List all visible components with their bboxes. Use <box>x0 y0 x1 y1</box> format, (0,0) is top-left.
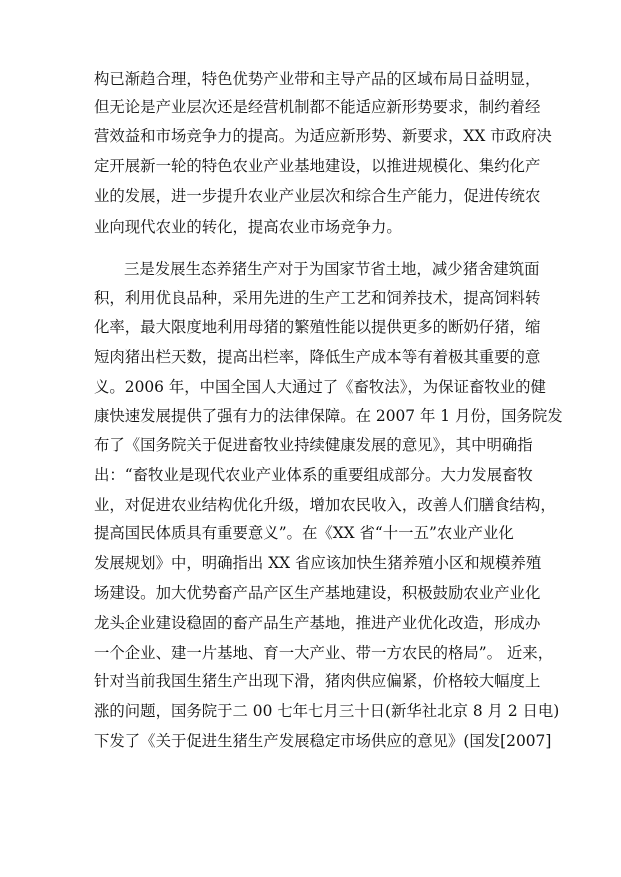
text-line: 业向现代农业的转化，提高农业市场竞争力。 <box>94 218 402 236</box>
text-line: 针对当前我国生猪生产出现下滑，猪肉供应偏紧，价格较大幅度上 <box>94 672 541 690</box>
text-line: 但无论是产业层次还是经营机制都不能适应新形势要求，制约着经 <box>94 98 541 116</box>
text-line: 康快速发展提供了强有力的法律保障。在 2007 年 1 月份，国务院发 <box>94 407 563 425</box>
text-line: 涨的问题，国务院于二 00 七年七月三十日(新华社北京 8 月 2 日电) <box>94 702 560 720</box>
text-line: 一个企业、建一片基地、育一大产业、带一方农民的格局”。 近来， <box>94 644 554 662</box>
text-line: 场建设。加大优势畜产品产区生产基地建设，积极鼓励农业产业化 <box>94 584 541 602</box>
text-line: 出：“畜牧业是现代农业产业体系的重要组成部分。大力发展畜牧 <box>94 466 533 484</box>
paragraph-first-line: 三是发展生态养猪生产对于为国家节省土地，减少猪舍建筑面 <box>124 260 540 278</box>
text-line: 积，利用优良品种，采用先进的生产工艺和饲养技术，提高饲料转 <box>94 289 541 307</box>
text-line: 化率，最大限度地利用母猪的繁殖性能以提供更多的断奶仔猪，缩 <box>94 318 541 336</box>
text-line: 营效益和市场竞争力的提高。为适应新形势、新要求，XX 市政府决 <box>94 127 552 145</box>
text-line: 定开展新一轮的特色农业产业基地建设，以推进规模化、集约化产 <box>94 157 541 175</box>
text-line: 龙头企业建设稳固的畜产品生产基地，推进产业优化改造，形成办 <box>94 614 541 632</box>
text-line: 短肉猪出栏天数，提高出栏率，降低生产成本等有着极其重要的意 <box>94 348 541 366</box>
text-line: 提高国民体质具有重要意义”。在《XX 省“十一五”农业产业化 <box>94 524 514 542</box>
text-line: 发展规划》中，明确指出 XX 省应该加快生猪养殖小区和规模养殖 <box>94 554 542 572</box>
text-line: 布了《国务院关于促进畜牧业持续健康发展的意见》，其中明确指 <box>94 436 533 454</box>
text-line: 义。2006 年，中国全国人大通过了《畜牧法》，为保证畜牧业的健 <box>94 378 546 396</box>
text-line: 下发了《关于促进生猪生产发展稳定市场供应的意见》(国发[2007] <box>94 732 552 750</box>
text-line: 业，对促进农业结构优化升级，增加农民收入，改善人们膳食结构， <box>94 496 556 514</box>
text-line: 业的发展，进一步提升农业产业层次和综合生产能力，促进传统农 <box>94 187 541 205</box>
text-line: 构已渐趋合理，特色优势产业带和主导产品的区域布局日益明显， <box>94 70 541 88</box>
